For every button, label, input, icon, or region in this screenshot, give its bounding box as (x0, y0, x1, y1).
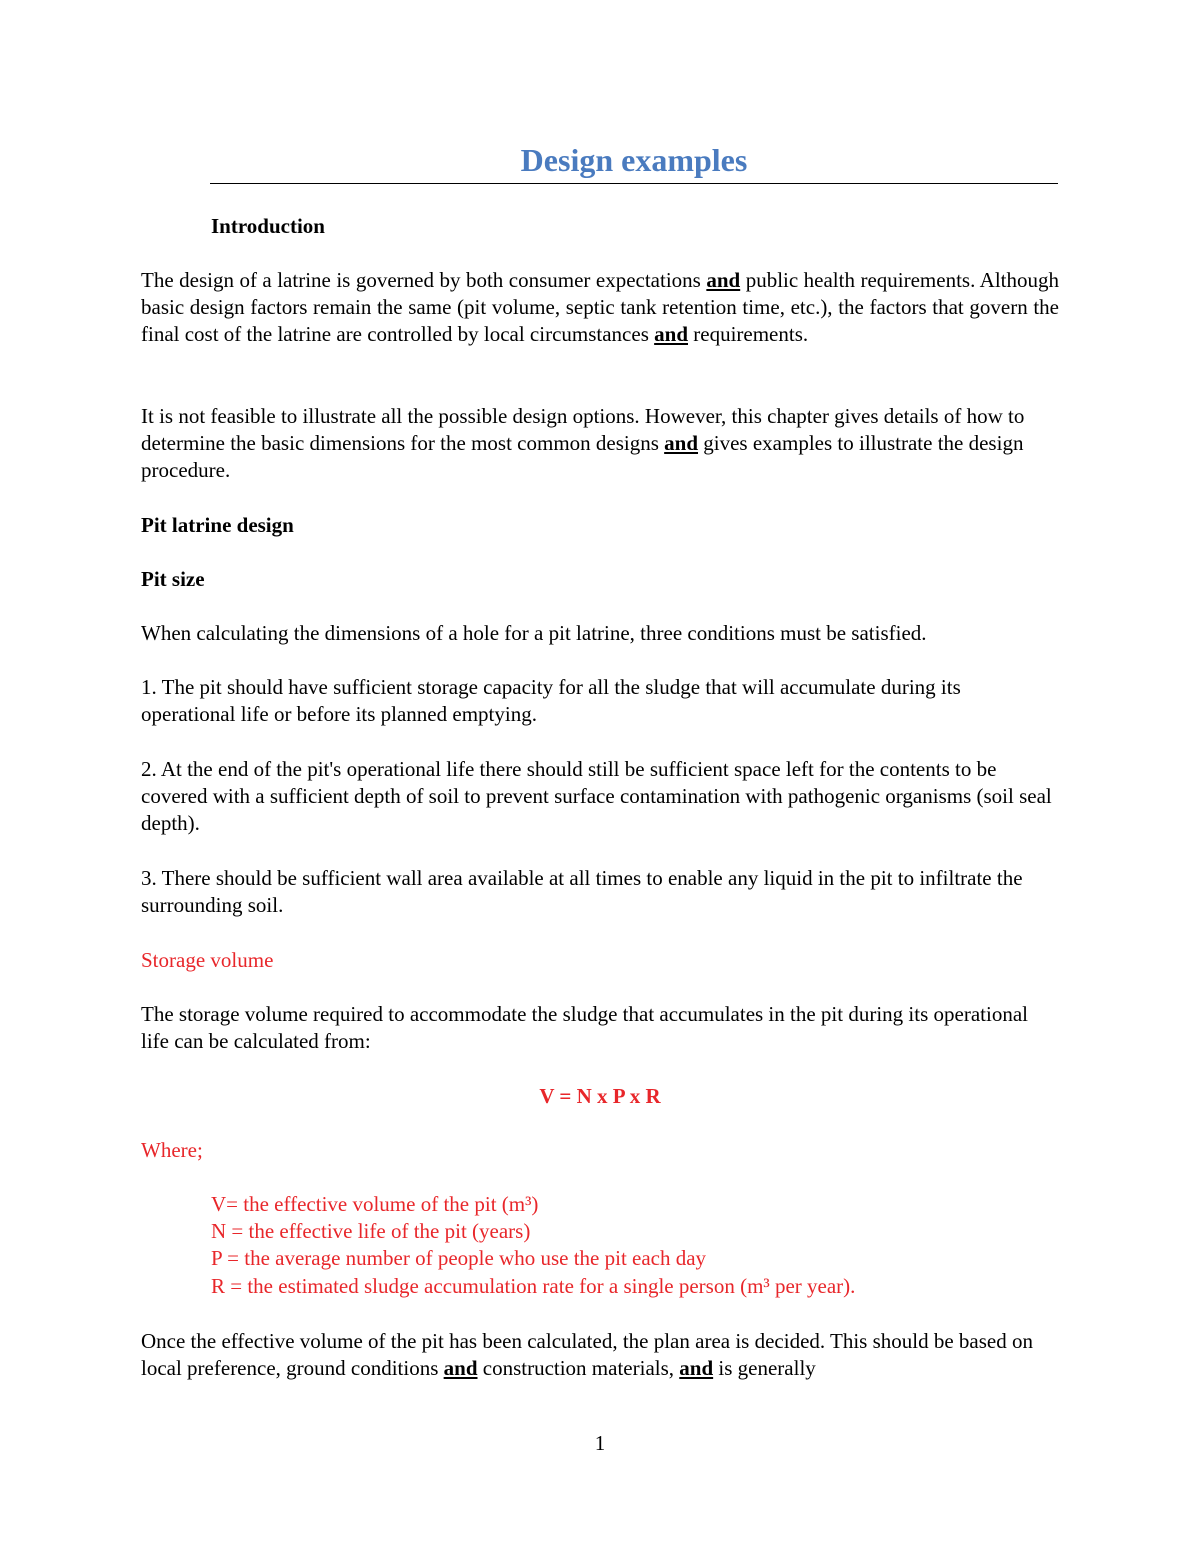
keyword-and: and (679, 1356, 714, 1381)
condition-item-2: 2. At the end of the pit's operational life there should still be sufficient space left for the contents to be covered with a sufficient depth of soil to prevent surface contamination with pathogenic organisms (soil seal depth). (141, 757, 1052, 836)
heading-storage-volume: Storage volume (141, 948, 274, 972)
definition-v: V= the effective volume of the pit (m³) (211, 1192, 539, 1216)
keyword-and: and (706, 268, 741, 292)
heading-pit-size: Pit size (141, 567, 205, 591)
p5-text-a: Once the effective volume of the pit has been calculated, the plan area is decided. This should be based on local preference, ground conditions (141, 1329, 1033, 1381)
paragraph-plan-area (141, 1328, 1059, 1382)
formula: V = N x P x R (539, 1084, 661, 1108)
heading-pit-latrine-design: Pit latrine design (141, 513, 294, 537)
where-label: Where; (141, 1138, 203, 1162)
p5-text-c: is generally (718, 1356, 816, 1381)
keyword-and: and (654, 322, 688, 347)
heading-introduction: Introduction (211, 214, 325, 238)
title-rule (210, 183, 1058, 184)
condition-item-1: 1. The pit should have sufficient storage capacity for all the sludge that will accumulate during its operational life or before its planned emptying. (141, 675, 961, 727)
p2-text-a: It is not feasible to illustrate all the possible design options. However, this chapter gives details of how to determine the basic dimensions for the most common designs (141, 404, 1025, 456)
paragraph-intro-1 (141, 267, 1059, 349)
definition-n: N = the effective life of the pit (years) (211, 1219, 531, 1243)
p5-text-b: construction materials, (482, 1356, 675, 1381)
paragraph-intro-2 (141, 403, 1059, 485)
paragraph-conditions-intro: When calculating the dimensions of a hole for a pit latrine, three conditions must be satisfied. (141, 621, 927, 645)
page-number: 1 (594, 1431, 606, 1455)
condition-item-3: 3. There should be sufficient wall area available at all times to enable any liquid in the pit to infiltrate the surrounding soil. (141, 866, 1023, 918)
keyword-and: and (443, 1356, 478, 1381)
p1-text-a: The design of a latrine is governed by both consumer expectations (141, 268, 701, 292)
p1-text-b: public health requirements. Although basic design factors remain the same (pit volume, septic tank retention time, etc.), the factors that govern the final cost of the latrine are controlled by local circumstances (141, 268, 1059, 347)
keyword-and: and (664, 431, 699, 456)
definition-r: R = the estimated sludge accumulation rate for a single person (m³ per year). (211, 1274, 856, 1298)
paragraph-storage-volume: The storage volume required to accommodate the sludge that accumulates in the pit during its operational life can be calculated from: (141, 1002, 1028, 1054)
document-title: Design examples (520, 142, 748, 178)
p1-text-c: requirements. (693, 322, 809, 347)
p2-text-b: gives examples to illustrate the design procedure. (141, 431, 1024, 483)
definition-p: P = the average number of people who use the pit each day (211, 1246, 707, 1270)
